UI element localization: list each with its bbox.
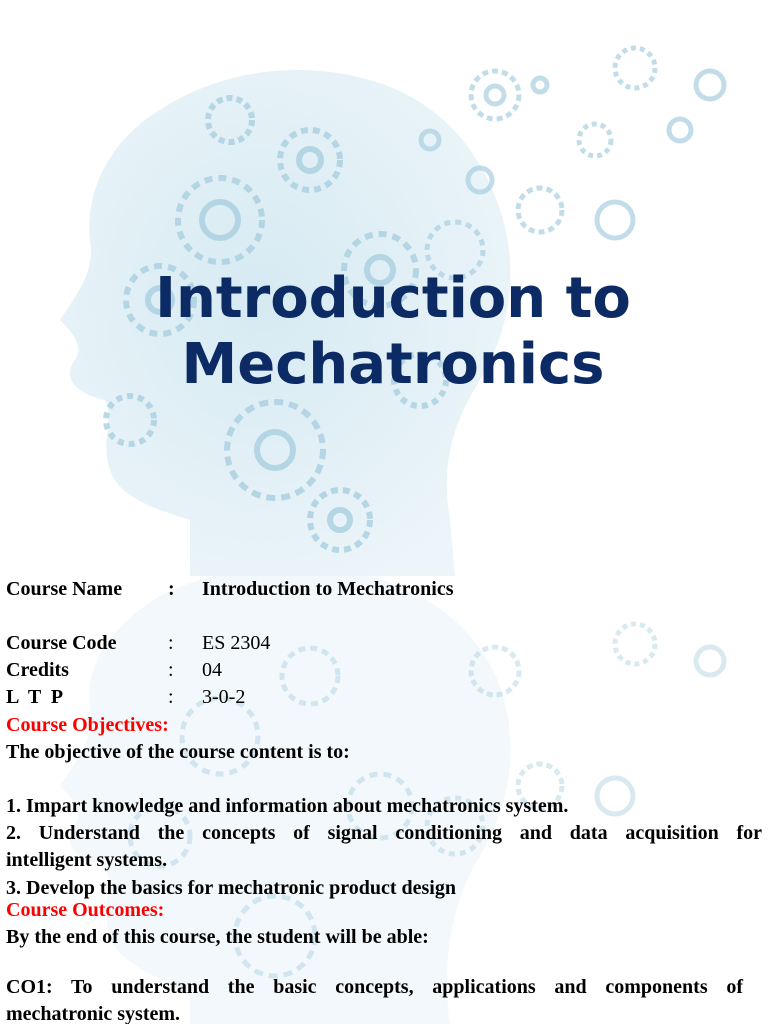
objective-item-3: 3. Develop the basics for mechatronic product design xyxy=(6,877,456,899)
course-document xyxy=(0,576,768,1024)
course-name-colon: : xyxy=(168,578,175,600)
outcomes-heading: Course Outcomes: xyxy=(6,899,165,921)
objectives-intro: The objective of the course content is to: xyxy=(6,741,350,763)
course-code-label: Course Code xyxy=(6,632,117,654)
co1-line1: CO1: To understand the basic concepts, applications and components of xyxy=(6,976,743,998)
objective-item-2-line2: intelligent systems. xyxy=(6,849,168,871)
course-name-value: Introduction to Mechatronics xyxy=(202,578,454,600)
credits-label: Credits xyxy=(6,659,69,681)
slide-title xyxy=(0,266,768,398)
credits-value: 04 xyxy=(202,659,222,681)
outcomes-intro: By the end of this course, the student will be able: xyxy=(6,926,429,948)
credits-colon: : xyxy=(168,659,174,681)
course-code-value: ES 2304 xyxy=(202,632,271,654)
objective-item-1: 1. Impart knowledge and information about mechatronics system. xyxy=(6,795,569,817)
ltp-value: 3-0-2 xyxy=(202,686,246,708)
ltp-label: L T P xyxy=(6,686,64,708)
course-name-label: Course Name xyxy=(6,578,123,600)
objective-item-2-line1: 2. Understand the concepts of signal conditioning and data acquisition for xyxy=(6,822,762,844)
slide-title-line1: Introduction to xyxy=(155,266,631,331)
course-code-colon: : xyxy=(168,632,174,654)
objectives-heading: Course Objectives: xyxy=(6,714,169,736)
co1-line2: mechatronic system. xyxy=(6,1003,181,1024)
slide-title-line2: Mechatronics xyxy=(181,332,605,397)
ltp-colon: : xyxy=(168,686,174,708)
